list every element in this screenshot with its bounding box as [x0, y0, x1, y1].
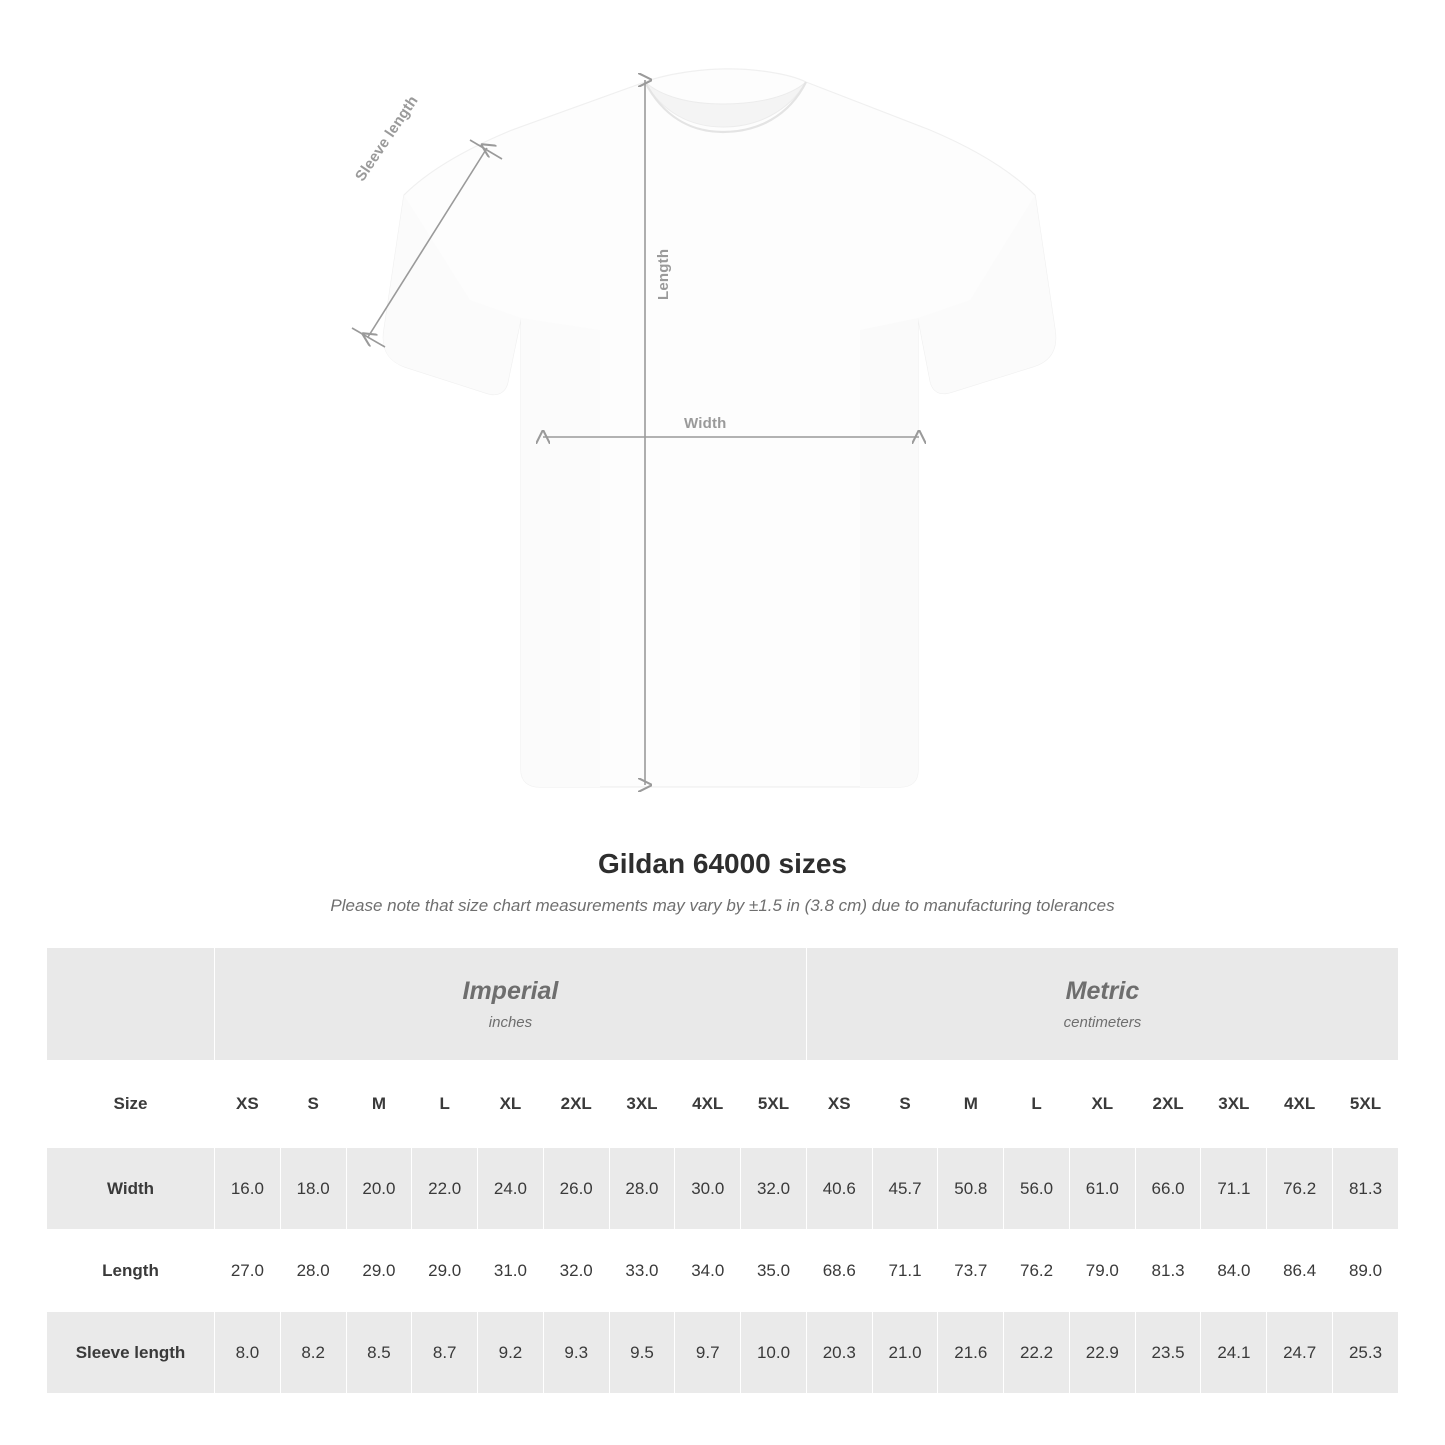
cell-width-0: 16.0 [215, 1148, 281, 1230]
cell-sleeve-10: 21.0 [872, 1312, 938, 1394]
unit-header-row [47, 948, 1399, 1061]
cell-sleeve-15: 24.1 [1201, 1312, 1267, 1394]
cell-width-7: 30.0 [675, 1148, 741, 1230]
column-header-m-imperial: M [346, 1061, 412, 1148]
size-header-row [47, 1061, 1399, 1148]
cell-width-14: 66.0 [1135, 1148, 1201, 1230]
cell-length-12: 76.2 [1004, 1230, 1070, 1312]
cell-length-17: 89.0 [1333, 1230, 1399, 1312]
column-header-s-metric: S [872, 1061, 938, 1148]
length-label: Length [655, 248, 672, 300]
cell-width-6: 28.0 [609, 1148, 675, 1230]
cell-length-10: 71.1 [872, 1230, 938, 1312]
column-header-xs-metric: XS [806, 1061, 872, 1148]
cell-sleeve-16: 24.7 [1267, 1312, 1333, 1394]
column-header-4xl-metric: 4XL [1267, 1061, 1333, 1148]
cell-sleeve-12: 22.2 [1004, 1312, 1070, 1394]
table-row [47, 1230, 1399, 1312]
sleeve-length-label: Sleeve length [352, 92, 422, 185]
cell-length-9: 68.6 [806, 1230, 872, 1312]
cell-length-13: 79.0 [1069, 1230, 1135, 1312]
column-header-5xl-metric: 5XL [1333, 1061, 1399, 1148]
column-header-l-imperial: L [412, 1061, 478, 1148]
column-header-2xl-metric: 2XL [1135, 1061, 1201, 1148]
cell-sleeve-1: 8.2 [280, 1312, 346, 1394]
column-header-3xl-imperial: 3XL [609, 1061, 675, 1148]
cell-length-14: 81.3 [1135, 1230, 1201, 1312]
cell-width-10: 45.7 [872, 1148, 938, 1230]
cell-length-15: 84.0 [1201, 1230, 1267, 1312]
page-title: Gildan 64000 sizes [597, 848, 848, 879]
unit-header-imperial [215, 948, 807, 1061]
cell-width-11: 50.8 [938, 1148, 1004, 1230]
column-header-xl-metric: XL [1069, 1061, 1135, 1148]
cell-width-3: 22.0 [412, 1148, 478, 1230]
cell-length-4: 31.0 [478, 1230, 544, 1312]
cell-length-5: 32.0 [543, 1230, 609, 1312]
cell-width-15: 71.1 [1201, 1148, 1267, 1230]
width-label: Width [684, 415, 727, 432]
size-chart-table [46, 947, 1399, 1394]
cell-sleeve-3: 8.7 [412, 1312, 478, 1394]
cell-length-11: 73.7 [938, 1230, 1004, 1312]
cell-length-16: 86.4 [1267, 1230, 1333, 1312]
column-header-m-metric: M [938, 1061, 1004, 1148]
cell-length-3: 29.0 [412, 1230, 478, 1312]
column-header-xl-imperial: XL [478, 1061, 544, 1148]
cell-width-8: 32.0 [741, 1148, 807, 1230]
column-header-xs-imperial: XS [215, 1061, 281, 1148]
cell-length-0: 27.0 [215, 1230, 281, 1312]
title-block [0, 848, 1445, 916]
unit-sub-metric: centimeters [1063, 1014, 1142, 1032]
cell-length-8: 35.0 [741, 1230, 807, 1312]
cell-sleeve-4: 9.2 [478, 1312, 544, 1394]
cell-width-12: 56.0 [1004, 1148, 1070, 1230]
column-header-s-imperial: S [280, 1061, 346, 1148]
cell-sleeve-2: 8.5 [346, 1312, 412, 1394]
cell-width-17: 81.3 [1333, 1148, 1399, 1230]
cell-sleeve-6: 9.5 [609, 1312, 675, 1394]
cell-sleeve-9: 20.3 [806, 1312, 872, 1394]
cell-sleeve-14: 23.5 [1135, 1312, 1201, 1394]
cell-width-4: 24.0 [478, 1148, 544, 1230]
table-row [47, 1312, 1399, 1394]
column-header-4xl-imperial: 4XL [675, 1061, 741, 1148]
cell-sleeve-11: 21.6 [938, 1312, 1004, 1394]
unit-header-metric [806, 948, 1398, 1061]
cell-sleeve-5: 9.3 [543, 1312, 609, 1394]
column-header-5xl-imperial: 5XL [741, 1061, 807, 1148]
cell-width-5: 26.0 [543, 1148, 609, 1230]
cell-sleeve-7: 9.7 [675, 1312, 741, 1394]
unit-name-imperial: Imperial [462, 976, 559, 1005]
column-header-2xl-imperial: 2XL [543, 1061, 609, 1148]
unit-sub-imperial: inches [488, 1014, 533, 1032]
cell-width-9: 40.6 [806, 1148, 872, 1230]
column-header-l-metric: L [1004, 1061, 1070, 1148]
table-row [47, 1148, 1399, 1230]
cell-sleeve-17: 25.3 [1333, 1312, 1399, 1394]
tolerance-note: Please note that size chart measurements may vary by ±1.5 in (3.8 cm) due to manufacturing tolerances [330, 896, 1115, 915]
row-label-width: Width [47, 1148, 215, 1230]
cell-sleeve-8: 10.0 [741, 1312, 807, 1394]
cell-width-1: 18.0 [280, 1148, 346, 1230]
cell-sleeve-13: 22.9 [1069, 1312, 1135, 1394]
cell-width-2: 20.0 [346, 1148, 412, 1230]
cell-length-7: 34.0 [675, 1230, 741, 1312]
row-label-length: Length [47, 1230, 215, 1312]
cell-width-16: 76.2 [1267, 1148, 1333, 1230]
size-chart-table-wrapper [46, 947, 1399, 1394]
cell-length-6: 33.0 [609, 1230, 675, 1312]
row-label-sleeve-length: Sleeve length [47, 1312, 215, 1394]
unit-header-spacer [47, 948, 215, 1061]
cell-sleeve-0: 8.0 [215, 1312, 281, 1394]
column-header-size: Size [47, 1061, 215, 1148]
cell-width-13: 61.0 [1069, 1148, 1135, 1230]
column-header-3xl-metric: 3XL [1201, 1061, 1267, 1148]
cell-length-1: 28.0 [280, 1230, 346, 1312]
unit-name-metric: Metric [1065, 976, 1140, 1005]
cell-length-2: 29.0 [346, 1230, 412, 1312]
